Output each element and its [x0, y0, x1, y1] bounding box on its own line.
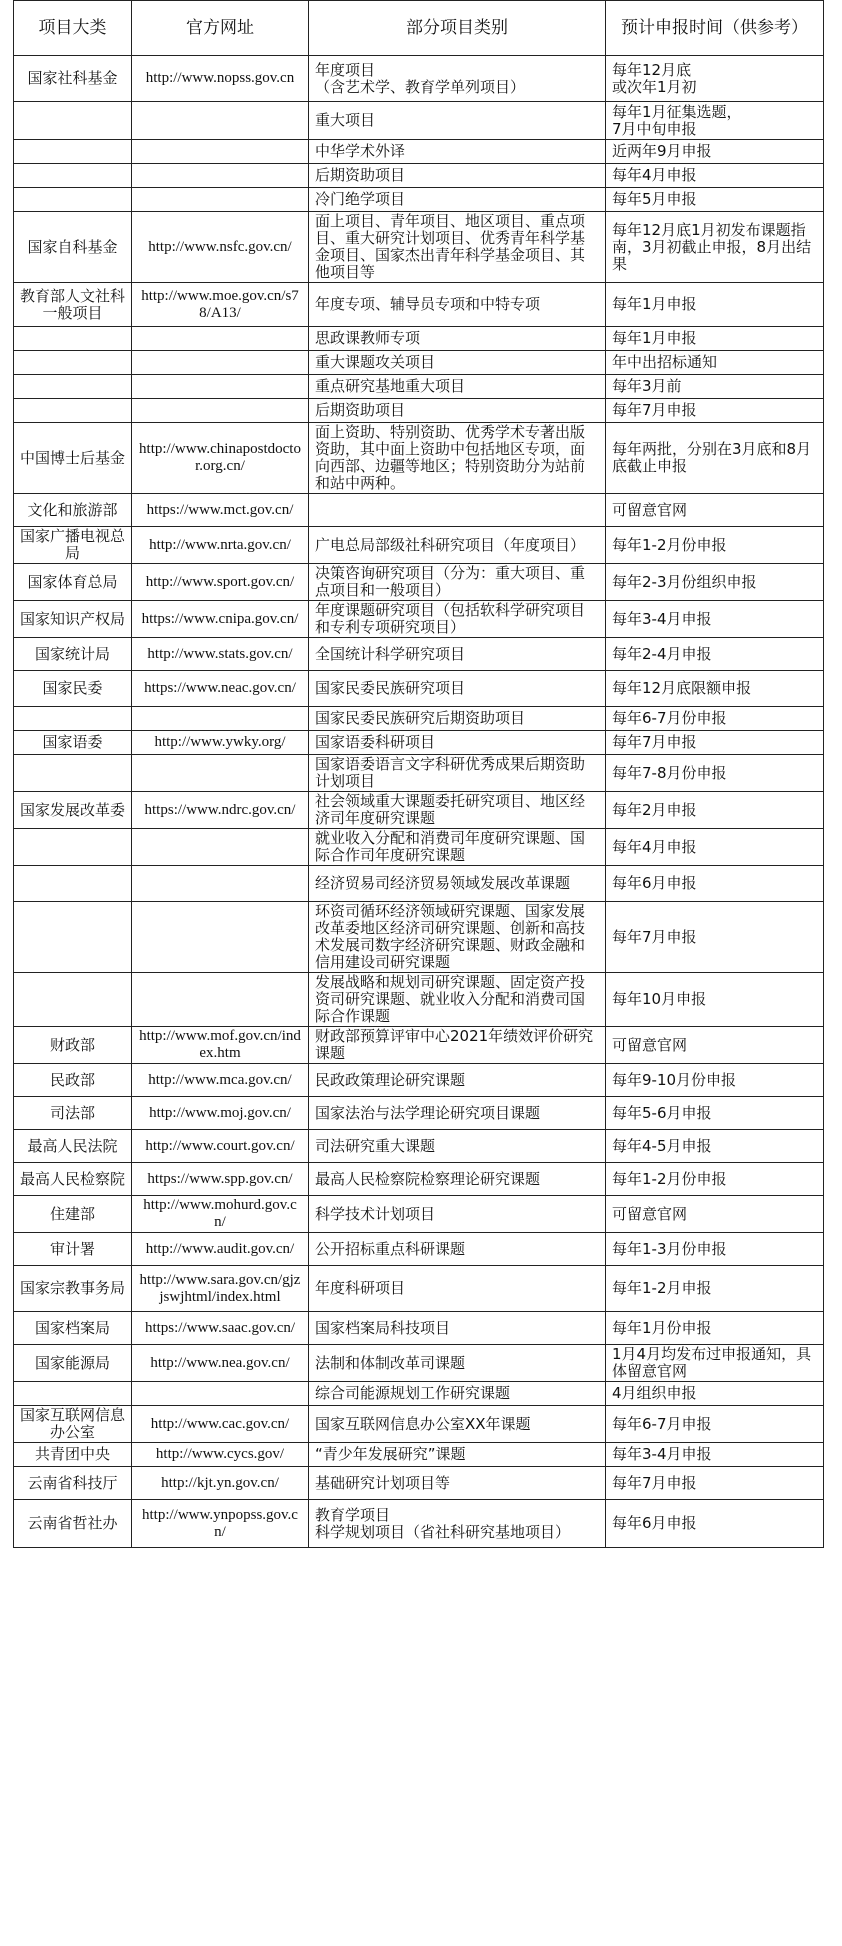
cell-category: 重点研究基地重大项目	[309, 375, 606, 399]
cell-time: 每年7-8月份申报	[606, 755, 824, 792]
cell-agency	[14, 707, 132, 731]
table-row	[14, 1266, 824, 1312]
cell-category: 后期资助项目	[309, 164, 606, 188]
table-row	[14, 283, 824, 327]
cell-time: 可留意官网	[606, 1196, 824, 1233]
cell-url	[132, 188, 309, 212]
cell-url	[132, 140, 309, 164]
cell-category: 面上项目、青年项目、地区项目、重点项目、重大研究计划项目、优秀青年科学基金项目、国家杰出青年科学基金项目、其他项目等	[309, 212, 606, 283]
cell-category: 法制和体制改革司课题	[309, 1345, 606, 1382]
cell-time: 每年4-5月申报	[606, 1130, 824, 1163]
cell-url: http://www.moe.gov.cn/s78/A13/	[132, 283, 309, 327]
table-row	[14, 671, 824, 707]
table-row	[14, 1406, 824, 1443]
cell-url	[132, 866, 309, 902]
cell-category: 发展战略和规划司研究课题、固定资产投资司研究课题、就业收入分配和消费司国际合作课题	[309, 973, 606, 1027]
cell-category: 国家语委语言文字科研优秀成果后期资助计划项目	[309, 755, 606, 792]
cell-time: 1月4月均发布过申报通知，具体留意官网	[606, 1345, 824, 1382]
cell-time: 近两年9月申报	[606, 140, 824, 164]
cell-category: 环资司循环经济领域研究课题、国家发展改革委地区经济司研究课题、创新和高技术发展司数字经济研究课题、财政金融和信用建设司研究课题	[309, 902, 606, 973]
table-row	[14, 638, 824, 671]
cell-url: https://www.cnipa.gov.cn/	[132, 601, 309, 638]
cell-agency: 国家社科基金	[14, 56, 132, 102]
cell-agency: 住建部	[14, 1196, 132, 1233]
cell-agency: 国家语委	[14, 731, 132, 755]
table-row	[14, 1064, 824, 1097]
cell-url	[132, 1382, 309, 1406]
cell-url: http://kjt.yn.gov.cn/	[132, 1467, 309, 1500]
cell-time: 每年10月申报	[606, 973, 824, 1027]
header-category: 部分项目类别	[309, 1, 606, 56]
cell-time: 每年7月申报	[606, 399, 824, 423]
cell-category: 国家民委民族研究项目	[309, 671, 606, 707]
table-body	[14, 56, 824, 1548]
table-row	[14, 866, 824, 902]
cell-time: 每年1月申报	[606, 283, 824, 327]
cell-url	[132, 399, 309, 423]
cell-agency	[14, 399, 132, 423]
cell-category: 经济贸易司经济贸易领域发展改革课题	[309, 866, 606, 902]
table-row	[14, 755, 824, 792]
cell-category: 面上资助、特别资助、优秀学术专著出版资助，其中面上资助中包括地区专项，面向西部、边疆等地区；特别资助分为站前和站中两种。	[309, 423, 606, 494]
cell-agency	[14, 829, 132, 866]
cell-category: 公开招标重点科研课题	[309, 1233, 606, 1266]
cell-agency: 共青团中央	[14, 1443, 132, 1467]
cell-url: http://www.nopss.gov.cn	[132, 56, 309, 102]
cell-agency: 文化和旅游部	[14, 494, 132, 527]
cell-agency: 国家宗教事务局	[14, 1266, 132, 1312]
cell-time: 每年12月底1月初发布课题指南，3月初截止申报，8月出结果	[606, 212, 824, 283]
cell-url: https://www.spp.gov.cn/	[132, 1163, 309, 1196]
table-row	[14, 601, 824, 638]
cell-category: 重大课题攻关项目	[309, 351, 606, 375]
table-row	[14, 351, 824, 375]
cell-agency	[14, 327, 132, 351]
cell-agency	[14, 755, 132, 792]
cell-url: http://www.cycs.gov/	[132, 1443, 309, 1467]
cell-url: http://www.moj.gov.cn/	[132, 1097, 309, 1130]
cell-time: 每年2月申报	[606, 792, 824, 829]
table-row	[14, 792, 824, 829]
table-row	[14, 375, 824, 399]
cell-agency	[14, 351, 132, 375]
cell-agency: 国家能源局	[14, 1345, 132, 1382]
cell-agency: 国家档案局	[14, 1312, 132, 1345]
cell-time: 每年9-10月份申报	[606, 1064, 824, 1097]
cell-url	[132, 375, 309, 399]
table-row	[14, 1500, 824, 1548]
cell-category: 年度课题研究项目（包括软科学研究项目和专利专项研究项目）	[309, 601, 606, 638]
cell-url	[132, 829, 309, 866]
cell-time: 每年1-2月份申报	[606, 527, 824, 564]
cell-time: 每年5月申报	[606, 188, 824, 212]
cell-agency	[14, 375, 132, 399]
cell-url: http://www.nea.gov.cn/	[132, 1345, 309, 1382]
cell-time: 每年6月申报	[606, 1500, 824, 1548]
table-row	[14, 1027, 824, 1064]
cell-url: http://www.nrta.gov.cn/	[132, 527, 309, 564]
cell-url	[132, 973, 309, 1027]
table-row	[14, 902, 824, 973]
cell-time: 每年4月申报	[606, 164, 824, 188]
project-table	[13, 0, 824, 1548]
table-header-row	[14, 1, 824, 56]
table-row	[14, 973, 824, 1027]
cell-url: http://www.mof.gov.cn/index.htm	[132, 1027, 309, 1064]
cell-time: 每年1-2月份申报	[606, 1163, 824, 1196]
cell-time: 每年4月申报	[606, 829, 824, 866]
table-row	[14, 423, 824, 494]
table-row	[14, 1163, 824, 1196]
cell-time: 每年7月申报	[606, 902, 824, 973]
cell-time: 每年12月底 或次年1月初	[606, 56, 824, 102]
cell-category: 冷门绝学项目	[309, 188, 606, 212]
cell-agency: 最高人民法院	[14, 1130, 132, 1163]
cell-time: 每年3月前	[606, 375, 824, 399]
cell-category: 最高人民检察院检察理论研究课题	[309, 1163, 606, 1196]
cell-time: 每年5-6月申报	[606, 1097, 824, 1130]
table-row	[14, 140, 824, 164]
table-row	[14, 1097, 824, 1130]
table-row	[14, 1443, 824, 1467]
header-agency: 项目大类	[14, 1, 132, 56]
table-row	[14, 707, 824, 731]
cell-url: http://www.ynpopss.gov.cn/	[132, 1500, 309, 1548]
cell-agency	[14, 973, 132, 1027]
cell-agency: 国家互联网信息办公室	[14, 1406, 132, 1443]
cell-time: 每年1月份申报	[606, 1312, 824, 1345]
cell-agency: 国家知识产权局	[14, 601, 132, 638]
cell-category: 国家档案局科技项目	[309, 1312, 606, 1345]
cell-category: 年度专项、辅导员专项和中特专项	[309, 283, 606, 327]
table-row	[14, 1196, 824, 1233]
cell-agency: 国家发展改革委	[14, 792, 132, 829]
cell-url: https://www.saac.gov.cn/	[132, 1312, 309, 1345]
table-row	[14, 564, 824, 601]
cell-url: https://www.neac.gov.cn/	[132, 671, 309, 707]
cell-category: 年度项目 （含艺术学、教育学单列项目）	[309, 56, 606, 102]
cell-agency	[14, 140, 132, 164]
table-row	[14, 494, 824, 527]
table-row	[14, 56, 824, 102]
cell-url: http://www.stats.gov.cn/	[132, 638, 309, 671]
table-row	[14, 1233, 824, 1266]
cell-category: 国家语委科研项目	[309, 731, 606, 755]
cell-category: 年度科研项目	[309, 1266, 606, 1312]
cell-category: 就业收入分配和消费司年度研究课题、国际合作司年度研究课题	[309, 829, 606, 866]
cell-time: 每年1月申报	[606, 327, 824, 351]
cell-agency: 教育部人文社科一般项目	[14, 283, 132, 327]
cell-agency: 国家自科基金	[14, 212, 132, 283]
cell-agency	[14, 188, 132, 212]
cell-time: 每年2-3月份组织申报	[606, 564, 824, 601]
cell-url: http://www.ywky.org/	[132, 731, 309, 755]
cell-category: 社会领域重大课题委托研究项目、地区经济司年度研究课题	[309, 792, 606, 829]
cell-time: 每年7月申报	[606, 731, 824, 755]
cell-category: 思政课教师专项	[309, 327, 606, 351]
cell-time: 每年3-4月申报	[606, 1443, 824, 1467]
cell-url: http://www.court.gov.cn/	[132, 1130, 309, 1163]
cell-url: https://www.mct.gov.cn/	[132, 494, 309, 527]
table-row	[14, 102, 824, 140]
cell-category: 广电总局部级社科研究项目（年度项目）	[309, 527, 606, 564]
cell-url: http://www.mohurd.gov.cn/	[132, 1196, 309, 1233]
cell-time: 每年6-7月申报	[606, 1406, 824, 1443]
cell-category: 国家民委民族研究后期资助项目	[309, 707, 606, 731]
cell-category: 后期资助项目	[309, 399, 606, 423]
table-row	[14, 327, 824, 351]
cell-time: 每年1-2月申报	[606, 1266, 824, 1312]
table-row	[14, 1467, 824, 1500]
cell-agency: 民政部	[14, 1064, 132, 1097]
table-row	[14, 1312, 824, 1345]
cell-agency: 最高人民检察院	[14, 1163, 132, 1196]
cell-url	[132, 902, 309, 973]
cell-time: 4月组织申报	[606, 1382, 824, 1406]
table-row	[14, 1382, 824, 1406]
cell-agency	[14, 866, 132, 902]
cell-category: 中华学术外译	[309, 140, 606, 164]
cell-time: 每年12月底限额申报	[606, 671, 824, 707]
cell-url: http://www.sport.gov.cn/	[132, 564, 309, 601]
table-row	[14, 829, 824, 866]
cell-url: http://www.cac.gov.cn/	[132, 1406, 309, 1443]
cell-agency	[14, 164, 132, 188]
cell-url: http://www.mca.gov.cn/	[132, 1064, 309, 1097]
cell-time: 可留意官网	[606, 1027, 824, 1064]
cell-category: “青少年发展研究”课题	[309, 1443, 606, 1467]
cell-agency: 国家广播电视总局	[14, 527, 132, 564]
cell-agency: 司法部	[14, 1097, 132, 1130]
cell-time: 每年7月申报	[606, 1467, 824, 1500]
cell-time: 每年两批，分别在3月底和8月底截止申报	[606, 423, 824, 494]
cell-category: 司法研究重大课题	[309, 1130, 606, 1163]
header-time: 预计申报时间（供参考）	[606, 1, 824, 56]
cell-agency	[14, 902, 132, 973]
cell-category: 科学技术计划项目	[309, 1196, 606, 1233]
cell-agency: 国家民委	[14, 671, 132, 707]
cell-category: 决策咨询研究项目（分为：重大项目、重点项目和一般项目）	[309, 564, 606, 601]
cell-category: 民政政策理论研究课题	[309, 1064, 606, 1097]
cell-url: https://www.ndrc.gov.cn/	[132, 792, 309, 829]
cell-url	[132, 327, 309, 351]
cell-agency: 国家统计局	[14, 638, 132, 671]
cell-category: 国家法治与法学理论研究项目课题	[309, 1097, 606, 1130]
cell-time: 每年1月征集选题， 7月中旬申报	[606, 102, 824, 140]
cell-url	[132, 755, 309, 792]
cell-agency	[14, 102, 132, 140]
cell-category	[309, 494, 606, 527]
cell-time: 每年3-4月申报	[606, 601, 824, 638]
table-row	[14, 188, 824, 212]
cell-category: 基础研究计划项目等	[309, 1467, 606, 1500]
cell-time: 每年6月申报	[606, 866, 824, 902]
cell-url	[132, 102, 309, 140]
cell-url: http://www.audit.gov.cn/	[132, 1233, 309, 1266]
cell-agency: 国家体育总局	[14, 564, 132, 601]
cell-category: 重大项目	[309, 102, 606, 140]
cell-category: 全国统计科学研究项目	[309, 638, 606, 671]
cell-url: http://www.sara.gov.cn/gjzjswjhtml/index.html	[132, 1266, 309, 1312]
table-row	[14, 527, 824, 564]
project-table-sheet	[13, 0, 823, 1548]
cell-agency: 审计署	[14, 1233, 132, 1266]
cell-agency: 云南省科技厅	[14, 1467, 132, 1500]
cell-time: 每年2-4月申报	[606, 638, 824, 671]
table-row	[14, 399, 824, 423]
cell-agency: 中国博士后基金	[14, 423, 132, 494]
table-row	[14, 1345, 824, 1382]
cell-url	[132, 351, 309, 375]
cell-time: 每年6-7月份申报	[606, 707, 824, 731]
cell-time: 可留意官网	[606, 494, 824, 527]
cell-url: http://www.chinapostdoctor.org.cn/	[132, 423, 309, 494]
cell-agency: 财政部	[14, 1027, 132, 1064]
header-url: 官方网址	[132, 1, 309, 56]
table-row	[14, 212, 824, 283]
cell-category: 国家互联网信息办公室XX年课题	[309, 1406, 606, 1443]
cell-time: 年中出招标通知	[606, 351, 824, 375]
cell-url	[132, 707, 309, 731]
table-row	[14, 1130, 824, 1163]
cell-category: 财政部预算评审中心2021年绩效评价研究课题	[309, 1027, 606, 1064]
cell-agency: 云南省哲社办	[14, 1500, 132, 1548]
table-row	[14, 731, 824, 755]
cell-category: 教育学项目 科学规划项目（省社科研究基地项目）	[309, 1500, 606, 1548]
cell-url	[132, 164, 309, 188]
cell-agency	[14, 1382, 132, 1406]
cell-url: http://www.nsfc.gov.cn/	[132, 212, 309, 283]
cell-time: 每年1-3月份申报	[606, 1233, 824, 1266]
table-row	[14, 164, 824, 188]
cell-category: 综合司能源规划工作研究课题	[309, 1382, 606, 1406]
